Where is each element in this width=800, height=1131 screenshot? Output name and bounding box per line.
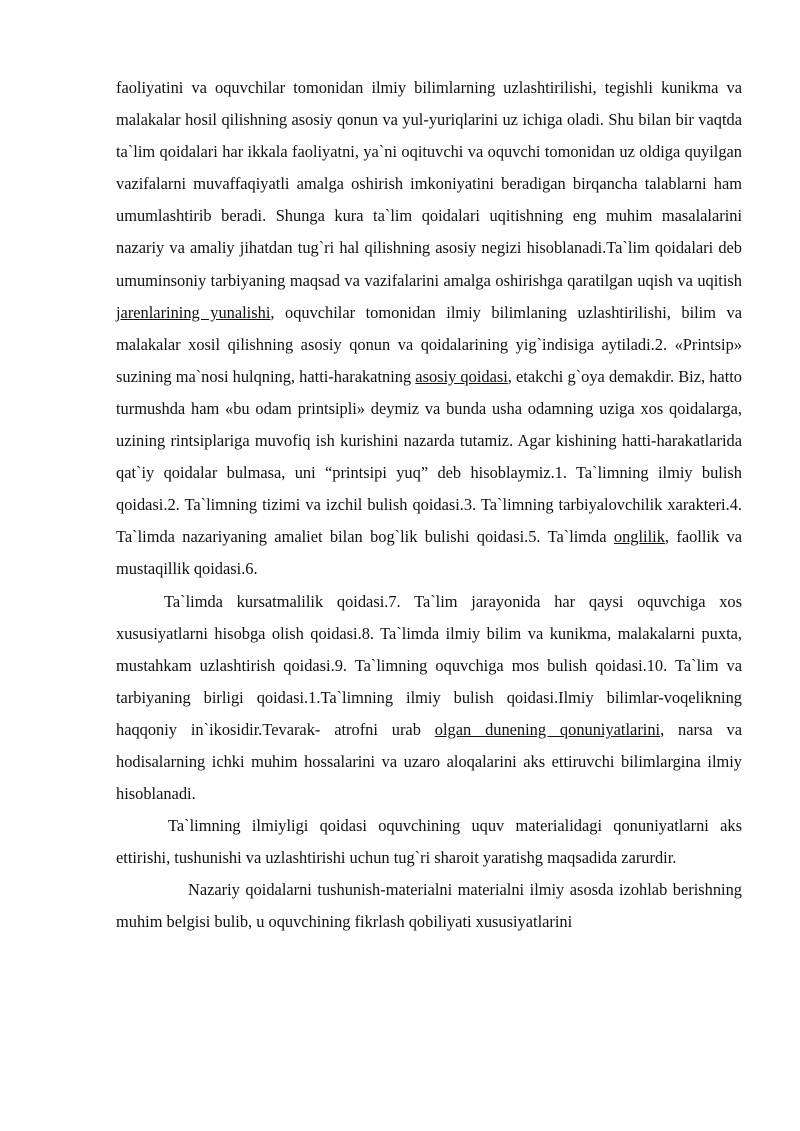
underlined-phrase: jarenlarining yunalishi [116,302,271,322]
underlined-phrase: asosiy qoidasi [415,366,508,386]
text-run: Ta`limda kursatmalilik qoidasi.7. Ta`lim jarayonida har qaysi oquvchiga xos xususiyatlarni hisobga olish qoidasi.8. Ta`limda ilmiy bilim va kunikma, malakalarni puxta, mustahkam uzlashtirish qoidasi.9. Ta`limning oquvchiga mos bulish qoidasi.10. Ta`lim va tarbiyaning birligi qoidasi.1.Ta`limning ilmiy bulish qoidasi.Ilmiy bilimlar-voqelikning haqqoniy in`ikosidir.Tevarak- atrofni urab [116,591,742,739]
text-run: Nazariy qoidalarni tushunish-materialni materialni ilmiy asosda izohlab berishning muhim belgisi bulib, u oquvchining fikrlash qobiliyati xususiyatlarini [116,880,742,932]
text-run: , narsa va hodisalarning ichki muhim hossalarini va uzaro aloqalarini aks ettiruvchi bilimlargina ilmiy hisoblanadi. [116,719,742,804]
paragraph-3 [116,810,742,874]
text-run: Ta`limning ilmiyligi qoidasi oquvchining uquv materialidagi qonuniyatlarni aks ettirishi, tushunishi va uzlashtirishi uchun tug`ri sharoit yaratishg maqsadida zarurdir. [116,816,742,868]
document-page [116,72,742,939]
text-run: , oquvchilar tomonidan ilmiy bilimlaning uzlashtirilishi, bilim va malakalar xosil qilishning asosiy qonun va qoidalarining yig`indisiga aytiladi.2. «Printsip» suzining ma`nosi hulqning, hatti-harakatning [116,302,742,386]
paragraph-2 [116,586,742,811]
underlined-phrase: olgan dunening qonuniyatlarini [434,719,661,739]
paragraph-1 [116,72,742,586]
paragraph-4 [116,874,742,938]
underlined-phrase: onglilik [613,527,665,547]
text-run: , faollik va mustaqillik qoidasi.6. [116,527,742,579]
text-run: , etakchi g`oya demakdir. Biz, hatto turmushda ham «bu odam printsipli» deymiz va bunda usha odamning uziga xos qoidalarga, uzining rintsiplariga muvofiq ish kurishini nazarda tutamiz. Agar kishining hatti-harakatlarida qat`iy qoidalar bulmasa, uni “printsipi yuq” deb hisoblaymiz.1. Ta`limning ilmiy bulish qoidasi.2. Ta`limning tizimi va izchil bulish qoidasi.3. Ta`limning tarbiyalovchilik xarakteri.4. Ta`limda nazariyaning amaliet bilan bog`lik bulishi qoidasi.5. Ta`limda [116,366,743,547]
text-run: faoliyatini va oquvchilar tomonidan ilmiy bilimlarning uzlashtirilishi, tegishli kunikma va malakalar hosil qilishning asosiy qonun va yul-yuriqlarini uz ichiga oladi. Shu bilan bir vaqtda ta`lim qoidalari har ikkala faoliyatni, ya`ni oqituvchi va oquvchi tomonidan uz oldiga quyilgan vazifalarni muvaffaqiyatli amalga oshirish imkoniyatini beradigan birqancha talablarni ham umumlashtirib beradi. Shunga kura ta`lim qoidalari uqitishning eng muhim masalalarini nazariy va amaliy jihatdan tug`ri hal qilishning asosiy negizi hisoblanadi.Ta`lim qoidalari deb umuminsoniy tarbiyaning maqsad va vazifalarini amalga oshirishga qaratilgan uqish va uqitish [116,78,742,290]
